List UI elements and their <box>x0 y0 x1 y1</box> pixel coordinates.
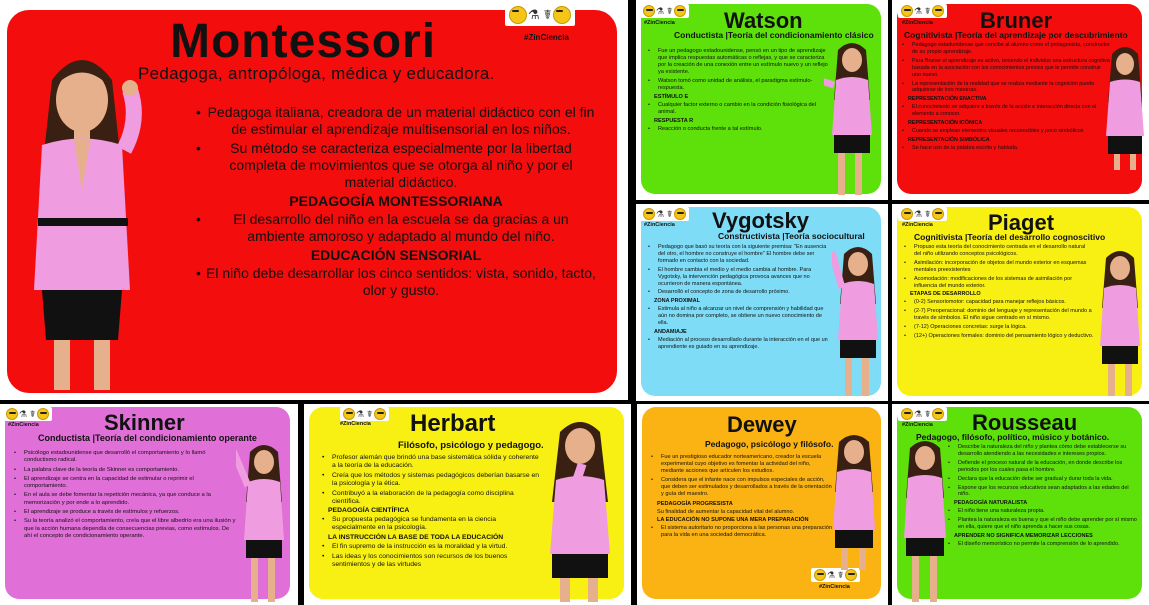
card-watson <box>636 0 888 200</box>
smiley-icon <box>509 6 527 24</box>
list-item: • Cuando se emplean elementos visuales reconocibles y poco simbólicos <box>902 128 1110 135</box>
brand-tag: #ZinCiencia <box>902 422 933 428</box>
list-item: • Propuso esta teoría del conocimiento centrada en el desarrollo natural del niño utilizando conceptos psicológicos. <box>904 244 1094 258</box>
smiley-icon <box>901 5 913 17</box>
avatar-illustration <box>236 438 292 602</box>
list-item: • La representación de la realidad que se realiza mediante la cognición puede adquirirse de tres maneras. <box>902 81 1110 95</box>
list-item: • Acomodación: modificaciones de los sistemas de asimilación por influencia del mundo exterior. <box>904 276 1094 290</box>
section-heading: ANDAMIAJE <box>654 328 687 335</box>
list-item: • Psicólogo estadounidense que desarrolló el comportamiento y lo llamó conductismo radical. <box>14 450 236 465</box>
section-heading: ZONA PROXIMAL <box>654 298 700 305</box>
brand-tag: #ZinCiencia <box>644 222 675 228</box>
list-item: • Plantea la naturaleza es buena y que el niño debe aprender por sí mismo en ella, quiere que el niño aprenda a hacer sus cosas. <box>948 517 1140 531</box>
list-item: • El hombre cambia el medio y el medio cambia al hombre. Para Vygotsky, la intervención pedagógica provoca avances que no ocurrieron de manera espontánea. <box>648 267 832 288</box>
list-item: • Profesor alemán que brindó una base sistemática sólida y coherente a la teoría de la educación. <box>322 454 540 470</box>
lab-icons: ⚗ ☤ <box>528 7 552 22</box>
card-subtitle: Pedagoga, antropóloga, médica y educadora. <box>138 64 495 83</box>
card-title: Herbart <box>410 410 496 437</box>
content-list <box>902 42 1110 154</box>
lab-icons: ⚗ ☤ <box>656 209 673 219</box>
zinciencia-logo <box>640 207 689 221</box>
card-skinner <box>0 404 298 605</box>
list-item: • Considera que el infante nace con impulsos especiales de acción, que deben ser estimulados y desarrollados a través de la orientación y guía del maestro. <box>651 477 833 498</box>
list-item: • Describe la naturaleza del niño y plantea cómo debe establecerse su desarrollo atendiendo a las necesidades e intereses propios. <box>948 444 1140 458</box>
list-item: • Asimilación: incorporación de objetos del mundo exterior en esquemas mentales preexistentes <box>904 260 1094 274</box>
card-subtitle: Cognitivista |Teoría del aprendizaje por descubrimiento <box>904 30 1128 40</box>
list-item: • Para Bruner el aprendizaje es activo, teniendo el individuo una estructura cognitiva basada en la asociación con los conocimientos previos que le permite construir uno nuevo. <box>902 58 1110 79</box>
list-item: • El fin supremo de la instrucción es la moralidad y la virtud. <box>322 543 540 551</box>
zinciencia-logo <box>898 407 947 421</box>
card-subtitle: Constructivista |Teoría sociocultural <box>718 231 865 241</box>
brand-tag: #ZinCiencia <box>8 422 39 428</box>
card-title: Bruner <box>980 8 1053 33</box>
smiley-icon <box>901 208 913 220</box>
avatar-illustration <box>824 40 880 196</box>
card-piaget <box>892 204 1149 401</box>
zinciencia-logo <box>3 407 52 421</box>
lab-icons: ⚗ ☤ <box>356 409 373 419</box>
lab-icons: ⚗ ☤ <box>19 409 36 419</box>
section-heading: LA EDUCACIÓN NO SUPONE UNA MERA PREPARACIÓN <box>657 516 809 523</box>
card-title: Montessori <box>170 15 437 68</box>
list-item: • El desarrollo del niño en la escuela se da gracias a un ambiente amoroso y adaptado al mundo del niño. <box>196 211 596 245</box>
section-heading: PEDAGOGÍA NATURALISTA <box>954 500 1028 507</box>
brand-tag: #ZinCiencia <box>902 20 933 26</box>
avatar-illustration <box>1096 248 1144 396</box>
avatar-illustration <box>827 430 881 570</box>
section-heading: PEDAGOGÍA CIENTÍFICA <box>328 507 410 515</box>
lab-icons: ⚗ ☤ <box>656 6 673 16</box>
list-item: • (0-2) Sensoriomotor: capacidad para manejar reflejos básicos. <box>904 299 1094 306</box>
list-item: • Creía que los métodos y sistemas pedagógicos deberían basarse en la psicología y la ética. <box>322 472 540 488</box>
list-item: • Watson tomó como unidad de análisis, el paradigma estímulo-respuesta. <box>648 78 830 92</box>
card-herbart <box>304 404 631 605</box>
list-item: • Su método se caracteriza especialmente por la libertad completa de movimientos que se otorga al niño y por el material didáctico. <box>196 140 596 191</box>
list-item: • Fue un prestigioso educador norteamericano, creador la escuela experimental cuyo objetivo es fomentar la actividad del niño, mediante acciones que articulen los estudios. <box>651 454 833 475</box>
list-item: • El diseño memorístico no permite la comprensión de lo aprendido. <box>948 541 1140 548</box>
list-item: • Defiende el proceso natural de la educación, en donde describe los periodos por los cuales pasa el hombre. <box>948 460 1140 474</box>
list-item: • Fue un pedagogo estadounidense, pensó en un tipo de aprendizaje que implica respuestas automáticas o reflejas, y que se caracteriza por la creación de una conexión entre un estímulo nuevo y un reflejo ya existente. <box>648 48 830 76</box>
section-heading: Su finalidad de aumentar la capacidad vital del alumno. <box>657 508 795 515</box>
content-list <box>948 444 1140 550</box>
list-item: • Su la teoría analizó el comportamiento, creía que el libre albedrío era una ilusión y que la acción humana dependía de consecuencias previas, como estímulos. De ahí el concepto de condicionamiento operante. <box>14 518 236 540</box>
content-list <box>648 48 830 135</box>
list-item: • Contribuyó a la elaboración de la pedagogía como disciplina científica. <box>322 490 540 506</box>
list-item: • El aprendizaje se produce a través de estímulos y refuerzos. <box>14 509 236 516</box>
list-item: • El niño debe desarrollar los cinco sentidos: vista, sonido, tacto, olor y gusto. <box>196 265 596 299</box>
list-item: • El aprendizaje se centra en la capacidad de estimular o reprimir el comportamiento. <box>14 476 236 491</box>
section-heading: REPRESENTACIÓN ENACTIVA <box>908 96 987 103</box>
card-vygotsky <box>636 204 888 401</box>
card-dewey <box>637 404 888 605</box>
section-heading: PEDAGOGÍA MONTESSORIANA <box>289 193 503 209</box>
card-montessori <box>0 0 628 400</box>
lab-icons: ⚗ ☤ <box>914 409 931 419</box>
content-list <box>648 244 832 353</box>
lab-icons: ⚗ ☤ <box>914 6 931 16</box>
content-list <box>322 454 540 571</box>
smiley-icon <box>814 569 826 581</box>
list-item: • Cualquier factor externo o cambio en la condición fisiológica del animal. <box>648 102 830 116</box>
zinciencia-logo <box>340 407 389 421</box>
content-list <box>14 450 236 542</box>
list-item: • Pedagogo que basó su teoría con la siguiente premisa: "En ausencia del otro, el hombre no construye el hombre" El hombre debe ser formado en contacto con la sociedad. <box>648 244 832 265</box>
list-item: • El niño tiene una naturaleza propia. <box>948 508 1140 515</box>
zinciencia-logo <box>898 4 947 18</box>
section-heading: ETAPAS DE DESARROLLO <box>910 291 981 298</box>
section-heading: RESPUESTA R <box>654 118 694 124</box>
smiley-icon <box>553 6 571 24</box>
list-item: • Declara que la educación debe ser gradual y durar toda la vida. <box>948 476 1140 483</box>
card-title: Rousseau <box>972 410 1078 435</box>
list-item: • Pedagoga italiana, creadora de un material didáctico con el fin de estimular el aprendizaje multisensorial en los niños. <box>196 104 596 138</box>
card-subtitle: Pedagogo, psicólogo y filósofo. <box>705 439 834 449</box>
smiley-icon <box>932 208 944 220</box>
card-subtitle: Pedagogo, filósofo, político, músico y botánico. <box>916 432 1110 442</box>
avatar-illustration <box>12 40 152 392</box>
smiley-icon <box>6 408 18 420</box>
smiley-icon <box>901 408 913 420</box>
content-list <box>196 104 596 301</box>
card-title: Skinner <box>104 410 185 435</box>
card-subtitle: Conductista |Teoría del condicionamiento operante <box>38 433 257 443</box>
smiley-icon <box>643 5 655 17</box>
section-heading: PEDAGOGÍA PROGRESISTA <box>657 500 733 507</box>
smiley-icon <box>845 569 857 581</box>
zinciencia-logo <box>898 207 947 221</box>
card-rousseau <box>892 404 1149 605</box>
smiley-icon <box>37 408 49 420</box>
smiley-icon <box>932 5 944 17</box>
section-heading: LA INSTRUCCIÓN LA BASE DE TODA LA EDUCACIÓN <box>328 534 504 542</box>
brand-tag: #ZinCiencia <box>819 584 850 590</box>
zinciencia-logo <box>505 4 575 26</box>
section-heading: REPRESENTACIÓN ICÓNICA <box>908 120 983 127</box>
list-item: • El sistema autoritario no proporciona a las personas una preparación para la vida en una sociedad democrática. <box>651 525 833 539</box>
list-item: • Pedagogo estadunidense que concibe al alumno como el protagonista, constructor de su propio aprendizaje. <box>902 42 1110 56</box>
list-item: • En el aula se debe fomentar la repetición mecánica, ya que conduce a la memorización y por ende a lo aprendido. <box>14 492 236 507</box>
smiley-icon <box>643 208 655 220</box>
card-title: Piaget <box>988 210 1055 235</box>
brand-tag: #ZinCiencia <box>340 421 371 427</box>
brand-tag: #ZinCiencia <box>644 20 675 26</box>
list-item: • Se hace uso de la palabra escrita y hablada. <box>902 145 1110 152</box>
list-item: • (2-7) Preoperacional: dominio del lenguaje y representación del mundo a través de símbolos. El niño sigue centrado en sí mismo. <box>904 308 1094 322</box>
section-heading: APRENDER NO SIGNIFICA MEMORIZAR LECCIONES <box>954 532 1093 539</box>
list-item: • Las ideas y los conocimientos son recursos de los buenos sentimientos y de las virtudes <box>322 553 540 569</box>
list-item: • La palabra clave de la teoría de Skinner es comportamiento. <box>14 467 236 474</box>
smiley-icon <box>343 408 355 420</box>
card-title: Dewey <box>727 412 797 437</box>
list-item: • Mediación al proceso desarrollado durante la interacción en el que un aprendiente es guiado en su aprendizaje. <box>648 337 832 351</box>
section-heading: ESTÍMULO E <box>654 94 689 100</box>
list-item: • Estimula al niño a alcanzar un nivel de comprensión y habilidad que aún no domina por completo, se obtiene un nuevo conocimiento de ella. <box>648 306 832 327</box>
content-list <box>651 454 833 541</box>
zinciencia-logo <box>640 4 689 18</box>
smiley-icon <box>674 208 686 220</box>
list-item: • Reacción o conducta frente a tal estímulo. <box>648 126 830 133</box>
smiley-icon <box>932 408 944 420</box>
card-subtitle: Conductista |Teoría del condicionamiento clásico <box>674 30 874 40</box>
brand-tag: #ZinCiencia <box>524 33 569 42</box>
card-title: Watson <box>724 8 803 33</box>
zinciencia-logo <box>811 568 860 582</box>
avatar-illustration <box>1104 44 1146 170</box>
list-item: • Desarrolló el concepto de zona de desarrollo próximo. <box>648 289 832 296</box>
card-subtitle: Cognitivista |Teoría del desarrollo cognoscitivo <box>914 232 1106 242</box>
brand-tag: #ZinCiencia <box>902 222 933 228</box>
avatar-illustration <box>832 232 884 396</box>
card-bruner <box>892 0 1149 200</box>
smiley-icon <box>374 408 386 420</box>
card-title: Vygotsky <box>712 208 810 233</box>
smiley-icon <box>674 5 686 17</box>
lab-icons: ⚗ ☤ <box>914 209 931 219</box>
avatar-illustration <box>900 434 950 602</box>
list-item: • (12+) Operaciones formales: dominio del pensamiento lógico y deductivo. <box>904 333 1094 340</box>
list-item: • (7-12) Operaciones concretas: surge la lógica. <box>904 324 1094 331</box>
section-heading: REPRESENTACIÓN SIMBÓLICA <box>908 136 990 143</box>
list-item: • El conocimiento se adquiere a través de la acción e interacción directa con el elemento a conocer. <box>902 104 1110 118</box>
avatar-illustration <box>538 412 622 602</box>
list-item: • Su propuesta pedagógica se fundamenta en la ciencia especialmente en la psicología. <box>322 516 540 532</box>
section-heading: EDUCACIÓN SENSORIAL <box>310 247 482 263</box>
card-subtitle: Filósofo, psicólogo y pedagogo. <box>398 440 544 451</box>
content-list <box>904 244 1094 342</box>
lab-icons: ⚗ ☤ <box>827 570 844 580</box>
list-item: • Expone que los recursos educativos sean adaptados a las edades del niño. <box>948 485 1140 499</box>
